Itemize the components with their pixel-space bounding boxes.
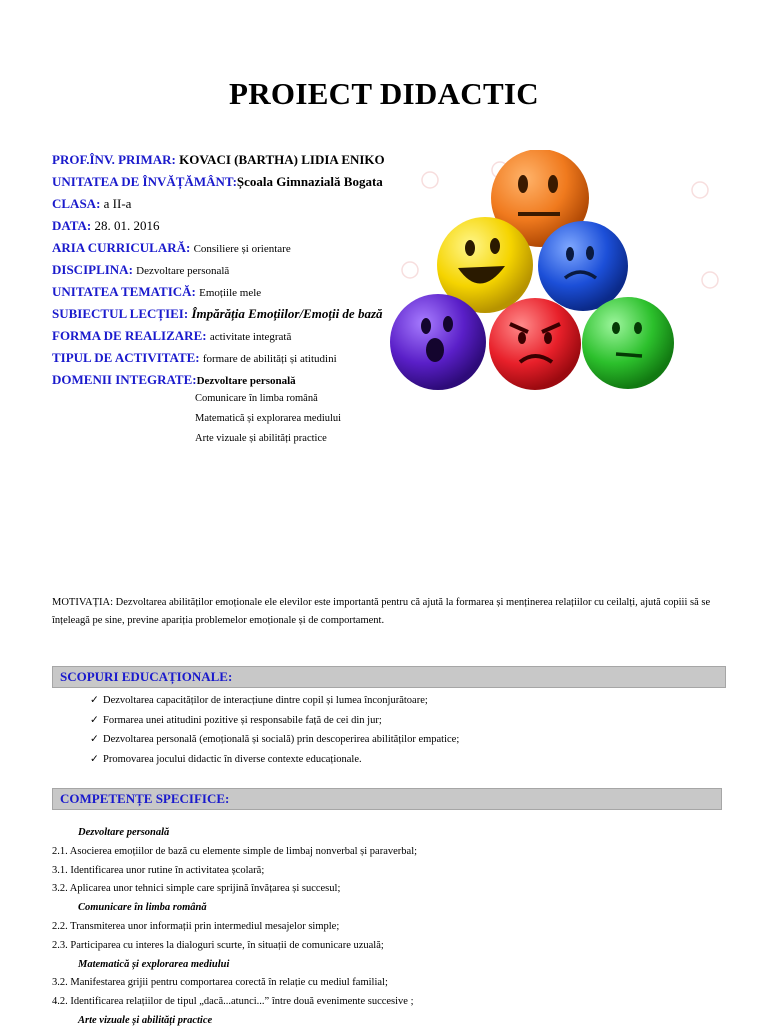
competente-group-heading: Arte vizuale și abilități practice bbox=[78, 1014, 213, 1026]
field-disciplina: DISCIPLINA: Dezvoltare personală bbox=[52, 262, 230, 277]
red-ball bbox=[489, 298, 581, 390]
motivatie-paragraph: MOTIVAȚIA: Dezvoltarea abilităților emoționale ele elevilor este importantă pentru că ajută la formarea și menținerea relațiilor cu ceilalți, ajută copiii să se înțeleagă pe sine, previne apariția problemelor emoționale și de comportament. bbox=[52, 597, 711, 626]
field-prof: PROF.ÎNV. PRIMAR: KOVACI (BARTHA) LIDIA ENIKO bbox=[52, 152, 385, 167]
document-title: PROIECT DIDACTIC bbox=[229, 76, 539, 111]
domenii-item: Comunicare în limba română bbox=[195, 393, 318, 404]
scopuri-heading: SCOPURI EDUCAȚIONALE: bbox=[52, 666, 726, 688]
list-item: 2.2. Transmiterea unor informații prin intermediul mesajelor simple; bbox=[52, 920, 340, 932]
competente-heading: COMPETENȚE SPECIFICE: bbox=[52, 788, 722, 810]
field-unitatea-tematica: UNITATEA TEMATICĂ: Emoțiile mele bbox=[52, 284, 262, 299]
field-aria: ARIA CURRICULARĂ: Consiliere și orientare bbox=[52, 240, 291, 255]
check-icon: ✓ bbox=[90, 714, 99, 726]
scopuri-list bbox=[90, 693, 459, 771]
list-item: ✓ Formarea unei atitudini pozitive și responsabile față de cei din jur; bbox=[90, 714, 382, 726]
check-icon: ✓ bbox=[90, 734, 99, 745]
field-clasa: CLASA: a II-a bbox=[52, 196, 132, 211]
green-ball bbox=[582, 297, 674, 389]
field-forma: FORMA DE REALIZARE: activitate integrată bbox=[52, 328, 292, 343]
list-item: 2.1. Asocierea emoțiilor de bază cu elemente simple de limbaj nonverbal și paraverbal; bbox=[52, 845, 418, 857]
field-subiect: SUBIECTUL LECȚIEI: Împărăția Emoțiilor/Emoții de bază bbox=[52, 306, 383, 321]
field-domenii: DOMENII INTEGRATE:Dezvoltare personală bbox=[52, 372, 296, 387]
list-item: 4.2. Identificarea relațiilor de tipul „dacă...atunci...” între două evenimente succesive ; bbox=[52, 996, 414, 1008]
check-icon: ✓ bbox=[90, 753, 99, 765]
blue-ball bbox=[538, 221, 628, 311]
emotion-balls-image bbox=[390, 150, 730, 392]
field-data: DATA: 28. 01. 2016 bbox=[52, 218, 160, 233]
list-item: ✓ Dezvoltarea personală (emoțională și socială) prin descoperirea abilităților empatice; bbox=[90, 734, 460, 745]
domenii-item: Matematică și explorarea mediului bbox=[195, 413, 342, 424]
competente-group-heading: Comunicare în limba română bbox=[78, 902, 207, 914]
competente-list bbox=[52, 826, 417, 1033]
field-tipul: TIPUL DE ACTIVITATE: formare de abilități și atitudini bbox=[52, 350, 337, 365]
list-item: 2.3. Participarea cu interes la dialoguri scurte, în situații de comunicare uzuală; bbox=[52, 939, 384, 951]
competente-group-heading: Dezvoltare personală bbox=[78, 827, 170, 838]
competente-group-heading: Matematică și explorarea mediului bbox=[78, 958, 230, 970]
list-item: 3.2. Aplicarea unor tehnici simple care sprijină învățarea și succesul; bbox=[52, 883, 341, 895]
list-item: ✓ Promovarea jocului didactic în diverse contexte educaționale. bbox=[90, 753, 362, 765]
list-item: ✓ Dezvoltarea capacităților de interacțiune dintre copil și lumea înconjurătoare; bbox=[90, 695, 428, 706]
domenii-list bbox=[195, 392, 341, 452]
field-unitate: UNITATEA DE ÎNVĂȚĂMÂNT:Școala Gimnazială Bogata bbox=[52, 174, 383, 189]
list-item: 3.1. Identificarea unor rutine în activitatea școlară; bbox=[52, 864, 265, 876]
list-item: 3.2. Manifestarea grijii pentru comportarea corectă în relație cu mediul familial; bbox=[52, 977, 388, 989]
check-icon: ✓ bbox=[90, 695, 99, 706]
domenii-item: Arte vizuale și abilități practice bbox=[195, 433, 327, 444]
